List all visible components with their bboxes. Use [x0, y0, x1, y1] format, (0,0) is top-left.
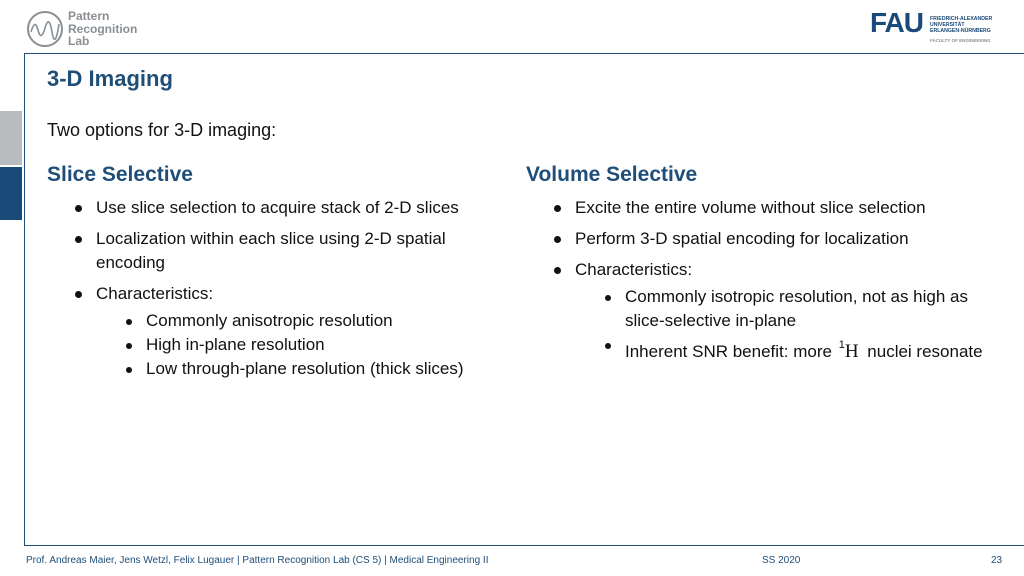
- pattern-recognition-lab-logo: [26, 10, 166, 50]
- fau-wordmark: FAU: [870, 7, 923, 38]
- list-item: Use slice selection to acquire stack of 2-D slices: [47, 196, 507, 220]
- list-item: [526, 258, 1006, 364]
- slice-characteristics-list: [96, 309, 507, 381]
- list-item: Localization within each slice using 2-D spatial encoding: [47, 227, 507, 275]
- side-tab-grey: [0, 111, 22, 165]
- lab-logo-line-3: Lab: [68, 34, 90, 48]
- slide-title: 3-D Imaging: [47, 66, 173, 91]
- list-item: Low through-plane resolution (thick slices): [96, 357, 507, 381]
- characteristics-label: Characteristics:: [96, 284, 214, 303]
- frame-left-rule: [24, 53, 25, 545]
- lab-logo-line-2: Recognition: [68, 21, 138, 36]
- list-item: [575, 333, 1006, 364]
- fau-university-name: [930, 16, 992, 34]
- lab-logo-icon: [26, 10, 64, 48]
- snr-isotope-superscript: 1: [838, 339, 845, 351]
- fau-line-3: ERLANGEN-NÜRNBERG: [930, 28, 991, 34]
- footer-semester: SS 2020: [762, 555, 801, 566]
- volume-selective-column: [526, 163, 1006, 371]
- fau-faculty: FACULTY OF ENGINEERING: [930, 38, 991, 43]
- lab-logo-text: [68, 10, 137, 48]
- snr-suffix: nuclei resonate: [867, 342, 983, 361]
- list-item: Commonly anisotropic resolution: [96, 309, 507, 333]
- list-item: Excite the entire volume without slice selection: [526, 196, 1006, 220]
- frame-bottom-rule: [24, 545, 1024, 546]
- list-item: [47, 282, 507, 381]
- side-tab-blue: [0, 167, 22, 220]
- fau-logo: [870, 7, 1000, 46]
- slice-selective-column: [47, 163, 507, 388]
- list-item: Commonly isotropic resolution, not as high as slice-selective in-plane: [575, 285, 1006, 333]
- volume-selective-heading: Volume Selective: [526, 163, 698, 186]
- snr-prefix: Inherent SNR benefit: more: [625, 342, 832, 361]
- footer-page-number: 23: [991, 555, 1003, 566]
- volume-characteristics-list: [575, 285, 1006, 364]
- lab-logo-line-1: Pattern: [68, 9, 110, 23]
- slide-intro: Two options for 3-D imaging:: [47, 120, 277, 140]
- fau-line-1: FRIEDRICH-ALEXANDER: [930, 16, 993, 22]
- footer-authors: Prof. Andreas Maier, Jens Wetzl, Felix Lugauer | Pattern Recognition Lab (CS 5) | Medical Engineering II: [26, 555, 489, 566]
- characteristics-label: Characteristics:: [575, 260, 693, 279]
- volume-selective-list: [526, 196, 1006, 364]
- fau-line-2: UNIVERSITÄT: [930, 22, 965, 28]
- list-item: High in-plane resolution: [96, 333, 507, 357]
- frame-top-rule: [24, 53, 1024, 54]
- slice-selective-heading: Slice Selective: [47, 163, 193, 186]
- list-item: Perform 3-D spatial encoding for localization: [526, 227, 1006, 251]
- slice-selective-list: [47, 196, 507, 381]
- snr-hydrogen-symbol: H: [844, 341, 859, 362]
